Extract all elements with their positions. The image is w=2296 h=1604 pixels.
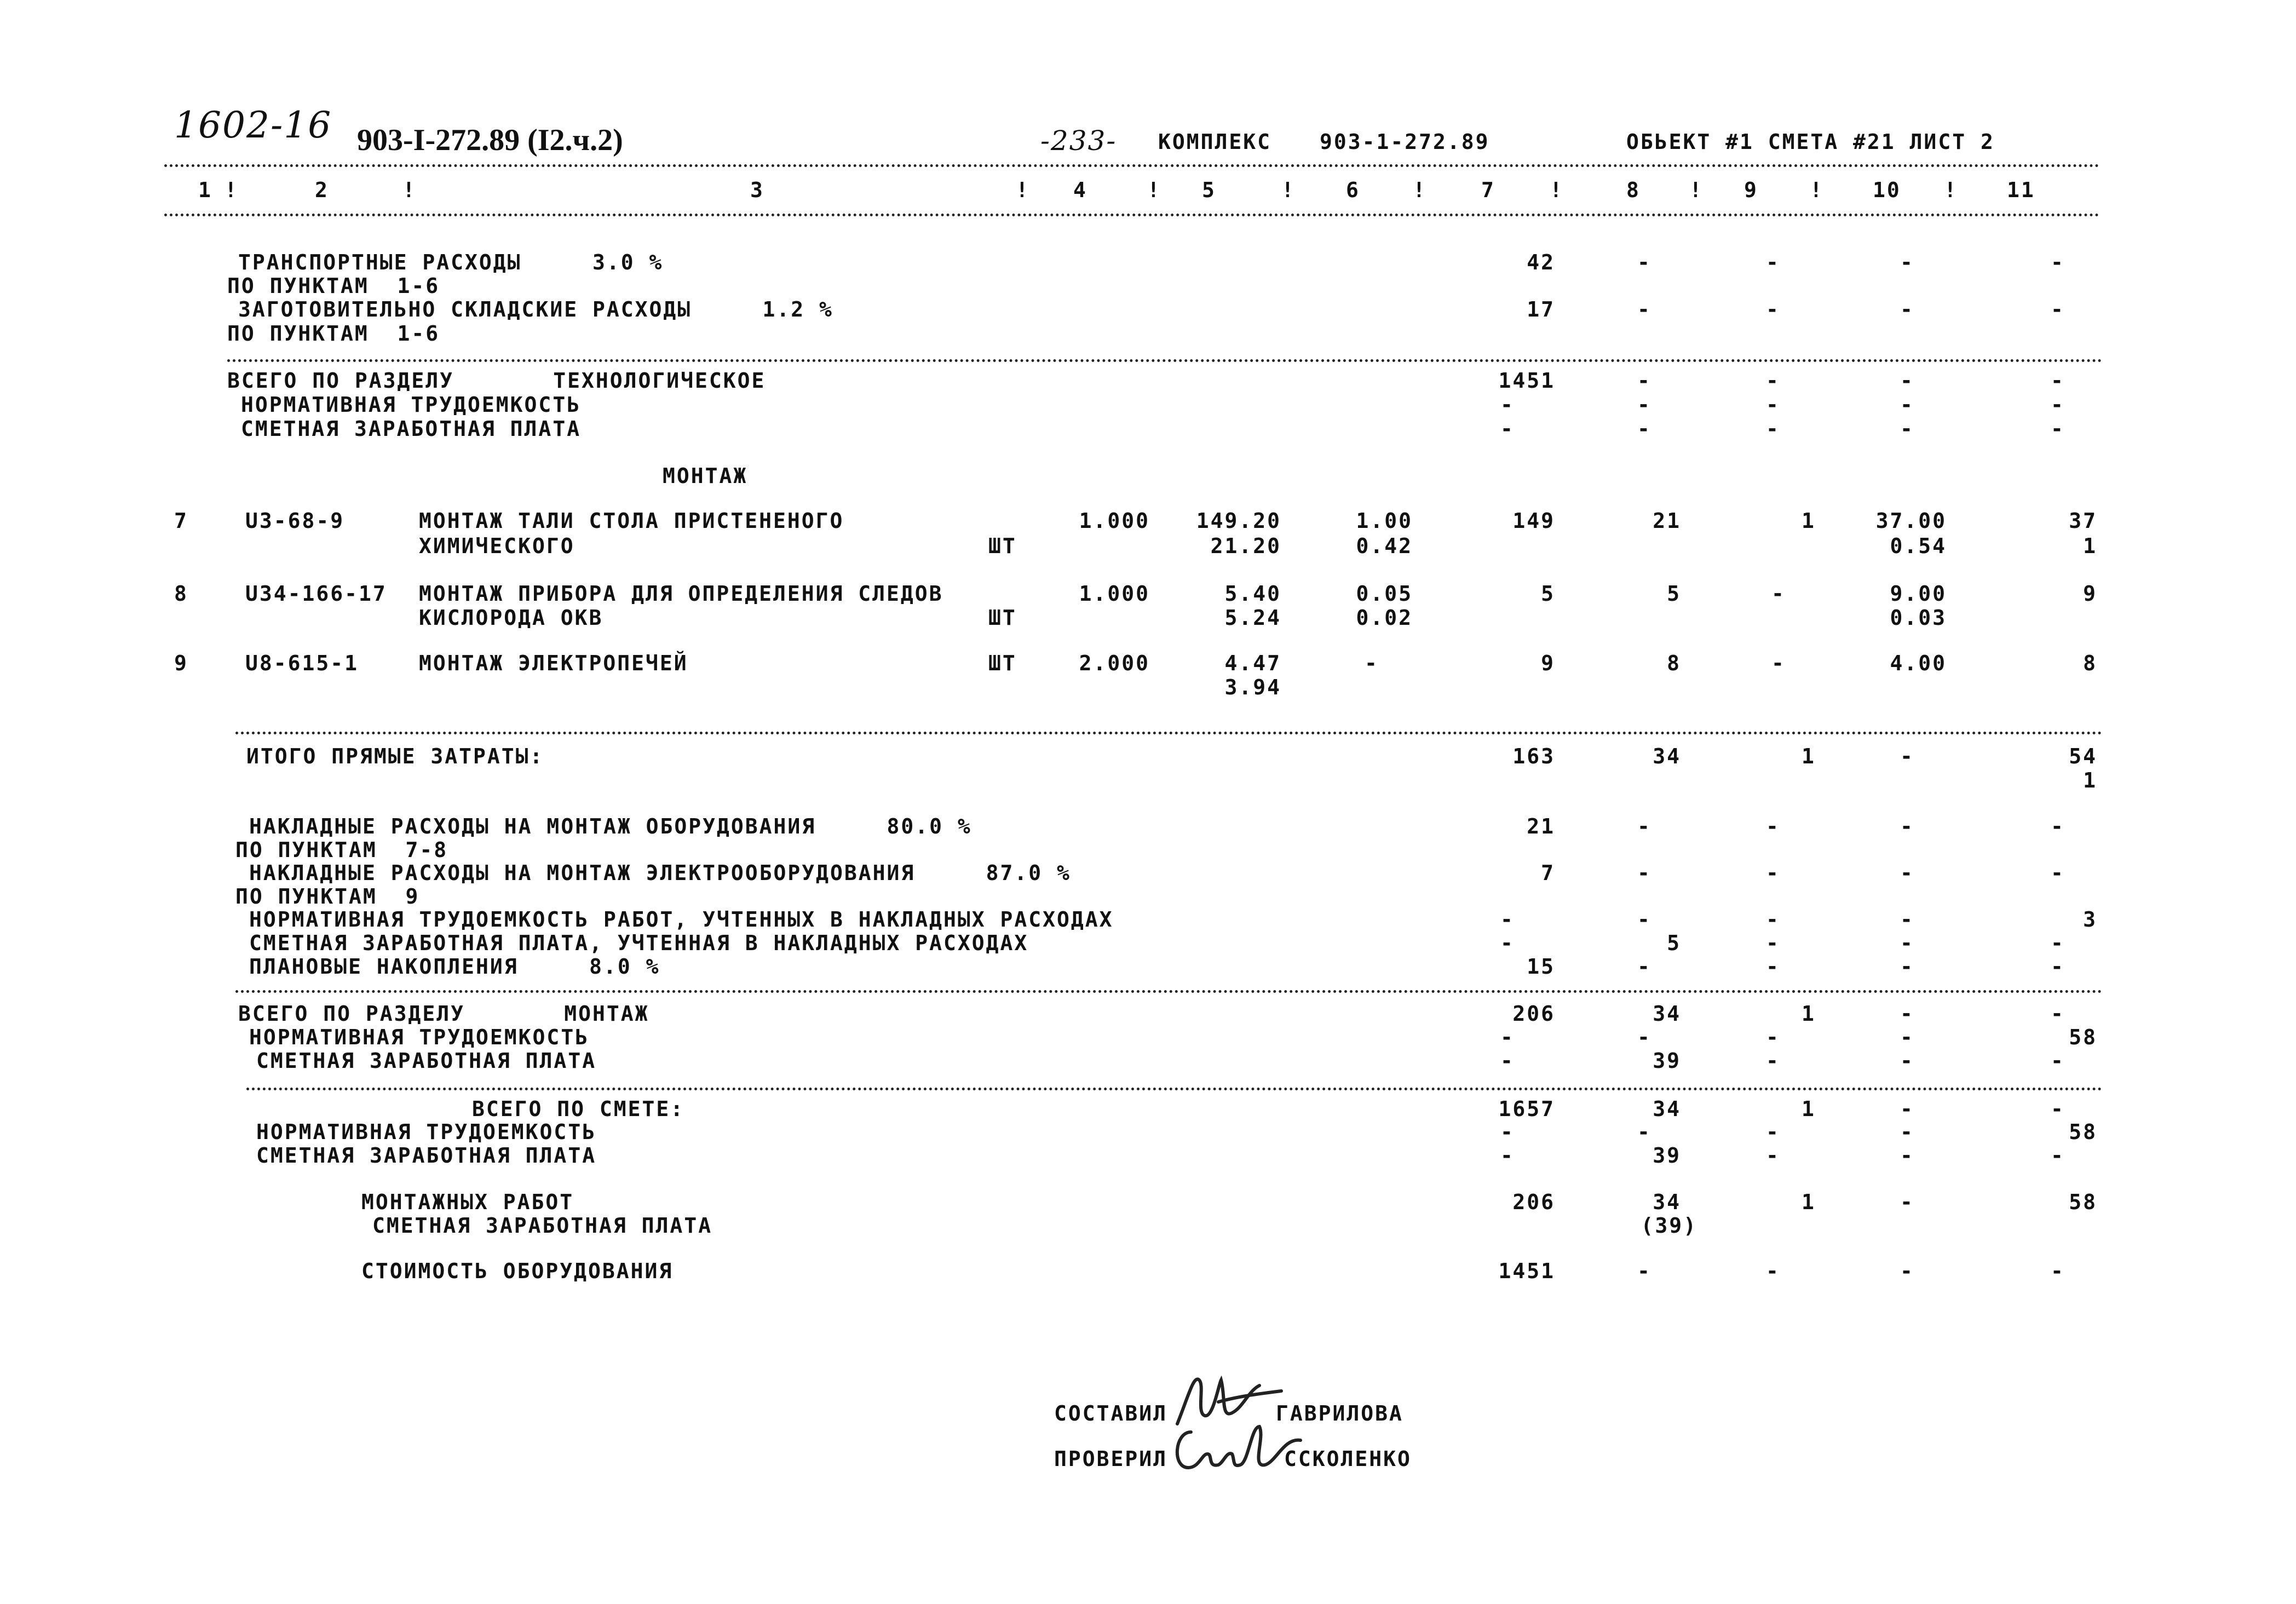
item-name: МОНТАЖ ЭЛЕКТРОПЕЧЕЙ (419, 651, 688, 675)
direct-costs-c9: 1 (1802, 744, 1816, 768)
dash: - (1500, 417, 1515, 441)
overhead-electrical-label: НАКЛАДНЫЕ РАСХОДЫ НА МОНТАЖ ЭЛЕКТРООБОРУДОВАНИЯ 87.0 % (249, 861, 1071, 885)
item-c7: 9 (1541, 651, 1555, 675)
dash: - (1900, 369, 1914, 393)
procurement-c11: - (2051, 297, 2065, 321)
total-estimate-c7: 1657 (1498, 1097, 1555, 1121)
planned-savings-c7: 15 (1527, 955, 1555, 979)
item-number: 9 (174, 651, 188, 675)
overhead-equipment-c7: 21 (1527, 814, 1555, 838)
item-code: U34-166-17 (245, 582, 387, 606)
procurement-c7: 17 (1527, 297, 1555, 321)
item-name-cont: ХИМИЧЕСКОГО (419, 534, 575, 558)
item-c9: - (1771, 582, 1786, 606)
transport-c11: - (2051, 250, 2065, 274)
dash: - (1637, 861, 1651, 885)
dash: - (1900, 1049, 1914, 1073)
dash: - (2051, 1259, 2065, 1283)
dash: - (2051, 931, 2065, 955)
dash: - (1500, 931, 1515, 955)
total-mount-c8: 34 (1653, 1002, 1681, 1026)
item-c11: 9 (2083, 582, 2097, 606)
procurement-c8: - (1637, 297, 1651, 321)
dash: - (2051, 1097, 2065, 1121)
total-mount-c7: 206 (1512, 1002, 1555, 1026)
item-c10-2: 0.54 (1890, 534, 1947, 558)
column-header-11: 11 (2007, 178, 2035, 202)
item-c7: 5 (1541, 582, 1555, 606)
item-labor-2: 0.02 (1356, 606, 1413, 630)
overhead-equipment-items: ПО ПУНКТАМ 7-8 (235, 838, 448, 862)
section-title: МОНТАЖ (663, 464, 748, 488)
mount-works-c8-wage: (39) (1641, 1214, 1697, 1238)
overhead-equipment-label: НАКЛАДНЫЕ РАСХОДЫ НА МОНТАЖ ОБОРУДОВАНИЯ 80.0 % (249, 814, 972, 838)
item-price-total: 4.47 (1224, 651, 1281, 675)
overhead-electrical-c7: 7 (1541, 861, 1555, 885)
object-info: ОБЬЕКТ #1 СМЕТА #21 ЛИСТ 2 (1626, 130, 1995, 154)
dash: - (1500, 1143, 1515, 1168)
mount-works-c9: 1 (1802, 1190, 1816, 1214)
total-mount-label: ВСЕГО ПО РАЗДЕЛУ МОНТАЖ (238, 1002, 649, 1026)
item-quantity: 2.000 (1079, 651, 1150, 675)
header-separator-bottom (164, 214, 2100, 216)
column-divider: ! (1147, 178, 1161, 202)
dash: - (1766, 1049, 1780, 1073)
item-c9: 1 (1802, 509, 1816, 533)
transport-c9: - (1766, 250, 1780, 274)
total-estimate-norm-label: НОРМАТИВНАЯ ТРУДОЕМКОСТЬ (256, 1120, 597, 1144)
transport-costs-items: ПО ПУНКТАМ 1-6 (227, 274, 440, 298)
section-separator (235, 732, 2103, 734)
dash: - (1500, 1049, 1515, 1073)
wage-overhead-label: СМЕТНАЯ ЗАРАБОТНАЯ ПЛАТА, УЧТЕННАЯ В НАКЛАДНЫХ РАСХОДАХ (249, 931, 1029, 955)
dash: - (1766, 369, 1780, 393)
dash: - (1766, 393, 1780, 417)
dash: - (2051, 1049, 2065, 1073)
compiled-by-name: ГАВРИЛОВА (1276, 1401, 1403, 1425)
total-mount-c8-wage: 39 (1653, 1049, 1681, 1073)
column-divider: ! (1281, 178, 1296, 202)
dash: - (1637, 955, 1651, 979)
dash: - (2051, 955, 2065, 979)
item-quantity: 1.000 (1079, 582, 1150, 606)
dash: - (1766, 861, 1780, 885)
item-price-wage: 5.24 (1224, 606, 1281, 630)
total-estimate-c11-norm: 58 (2069, 1120, 2097, 1144)
dash: - (1900, 1002, 1914, 1026)
item-c7: 149 (1512, 509, 1555, 533)
column-divider: ! (402, 178, 417, 202)
item-unit: ШТ (988, 534, 1017, 558)
dash: - (1637, 393, 1651, 417)
mount-works-c7: 206 (1512, 1190, 1555, 1214)
checked-by-name: ССКОЛЕНКО (1284, 1447, 1412, 1471)
direct-costs-c7: 163 (1512, 744, 1555, 768)
column-header-4: 4 (1073, 178, 1087, 202)
column-divider: ! (225, 178, 239, 202)
dash: - (1900, 814, 1914, 838)
item-number: 7 (174, 509, 188, 533)
direct-costs-label: ИТОГО ПРЯМЫЕ ЗАТРАТЫ: (246, 744, 544, 768)
dash: - (1900, 861, 1914, 885)
wage-overhead-c8: 5 (1667, 931, 1681, 955)
mount-works-wage-label: СМЕТНАЯ ЗАРАБОТНАЯ ПЛАТА (372, 1214, 713, 1238)
item-price-wage: 3.94 (1224, 675, 1281, 699)
dash: - (2051, 1143, 2065, 1168)
dash: - (1900, 417, 1914, 441)
direct-costs-c11-2: 1 (2083, 768, 2097, 792)
total-estimate-c8-wage: 39 (1653, 1143, 1681, 1168)
dash: - (1766, 814, 1780, 838)
item-c8: 5 (1667, 582, 1681, 606)
column-header-2: 2 (315, 178, 329, 202)
dash: - (1900, 1025, 1914, 1049)
equipment-cost-c7: 1451 (1498, 1259, 1555, 1283)
document-code: 903-I-272.89 (I2.ч.2) (357, 123, 623, 157)
dash: - (1500, 907, 1515, 932)
dash: - (1900, 1259, 1914, 1283)
section-separator (227, 359, 2103, 362)
item-c11: 37 (2069, 509, 2097, 533)
item-c11: 8 (2083, 651, 2097, 675)
overhead-electrical-items: ПО ПУНКТАМ 9 (235, 884, 420, 909)
item-labor-2: 0.42 (1356, 534, 1413, 558)
item-code: U3-68-9 (245, 509, 345, 533)
item-c8: 8 (1667, 651, 1681, 675)
column-header-1: 1 (198, 178, 212, 202)
item-unit: ШТ (988, 651, 1017, 675)
item-unit: ШТ (988, 606, 1017, 630)
dash: - (1766, 955, 1780, 979)
mount-works-c11: 58 (2069, 1190, 2097, 1214)
direct-costs-c8: 34 (1653, 744, 1681, 768)
procurement-c10: - (1900, 297, 1914, 321)
item-number: 8 (174, 582, 188, 606)
equipment-cost-label: СТОИМОСТЬ ОБОРУДОВАНИЯ (361, 1259, 674, 1283)
item-price-total: 5.40 (1224, 582, 1281, 606)
dash: - (1900, 393, 1914, 417)
dash: - (1637, 417, 1651, 441)
dash: - (2051, 369, 2065, 393)
dash: - (1637, 369, 1651, 393)
dash: - (1766, 417, 1780, 441)
item-labor: 0.05 (1356, 582, 1413, 606)
item-code: U8-615-1 (245, 651, 359, 675)
item-c10: 4.00 (1890, 651, 1947, 675)
dash: - (1900, 907, 1914, 932)
column-header-6: 6 (1346, 178, 1360, 202)
item-labor: - (1365, 651, 1379, 675)
column-divider: ! (1550, 178, 1564, 202)
item-name: МОНТАЖ ТАЛИ СТОЛА ПРИСТЕНЕНОГО (419, 509, 844, 533)
compiled-by-label: СОСТАВИЛ (1054, 1401, 1168, 1425)
norm-overhead-c11: 3 (2083, 907, 2097, 932)
column-divider: ! (1413, 178, 1427, 202)
transport-costs-label: ТРАНСПОРТНЫЕ РАСХОДЫ 3.0 % (238, 250, 664, 274)
dash: - (1900, 955, 1914, 979)
dash: - (1637, 1259, 1651, 1283)
item-quantity: 1.000 (1079, 509, 1150, 533)
norm-overhead-label: НОРМАТИВНАЯ ТРУДОЕМКОСТЬ РАБОТ, УЧТЕННЫХ В НАКЛАДНЫХ РАСХОДАХ (249, 907, 1114, 932)
transport-c8: - (1637, 250, 1651, 274)
handwritten-number: 1602-16 (174, 104, 332, 146)
checked-by-label: ПРОВЕРИЛ (1054, 1447, 1168, 1471)
item-c10-2: 0.03 (1890, 606, 1947, 630)
column-divider: ! (1016, 178, 1030, 202)
dash: - (1900, 1143, 1914, 1168)
dash: - (1766, 1259, 1780, 1283)
dash: - (1766, 931, 1780, 955)
item-name: МОНТАЖ ПРИБОРА ДЛЯ ОПРЕДЕЛЕНИЯ СЛЕДОВ (419, 582, 943, 606)
item-c8: 21 (1653, 509, 1681, 533)
item-c10: 9.00 (1890, 582, 1947, 606)
column-divider: ! (1944, 178, 1958, 202)
total-estimate-label: ВСЕГО ПО СМЕТЕ: (472, 1097, 685, 1121)
column-header-7: 7 (1481, 178, 1495, 202)
total-estimate-c8: 34 (1653, 1097, 1681, 1121)
item-labor: 1.00 (1356, 509, 1413, 533)
dash: - (1900, 931, 1914, 955)
procurement-c9: - (1766, 297, 1780, 321)
page-number: -233- (1040, 125, 1117, 157)
section-separator (235, 990, 2103, 993)
column-header-10: 10 (1873, 178, 1901, 202)
dash: - (1637, 1120, 1651, 1144)
complex-code: 903-1-272.89 (1320, 130, 1490, 154)
column-header-9: 9 (1744, 178, 1758, 202)
total-mount-c9: 1 (1802, 1002, 1816, 1026)
dash: - (1500, 393, 1515, 417)
dash: - (1766, 1025, 1780, 1049)
item-c9: - (1771, 651, 1786, 675)
item-price-wage: 21.20 (1210, 534, 1281, 558)
dash: - (2051, 861, 2065, 885)
column-divider: ! (1810, 178, 1824, 202)
section-separator (246, 1088, 2103, 1090)
dash: - (1637, 907, 1651, 932)
column-header-5: 5 (1202, 178, 1216, 202)
dash: - (1766, 1120, 1780, 1144)
total-estimate-c9: 1 (1802, 1097, 1816, 1121)
total-mount-c11-norm: 58 (2069, 1025, 2097, 1049)
dash: - (1500, 1025, 1515, 1049)
direct-costs-c11: 54 (2069, 744, 2097, 768)
item-name-cont: КИСЛОРОДА ОКВ (419, 606, 603, 630)
dash: - (1637, 1025, 1651, 1049)
item-c11-2: 1 (2083, 534, 2097, 558)
total-tech-label: ВСЕГО ПО РАЗДЕЛУ ТЕХНОЛОГИЧЕСКОЕ (227, 369, 766, 393)
procurement-costs-label: ЗАГОТОВИТЕЛЬНО СКЛАДСКИЕ РАСХОДЫ 1.2 % (238, 297, 833, 321)
dash: - (1637, 814, 1651, 838)
dash: - (1500, 1120, 1515, 1144)
item-price-total: 149.20 (1196, 509, 1281, 533)
transport-c7: 42 (1527, 250, 1555, 274)
column-header-8: 8 (1626, 178, 1641, 202)
column-header-3: 3 (750, 178, 764, 202)
total-tech-c7: 1451 (1498, 369, 1555, 393)
dash: - (1900, 1097, 1914, 1121)
planned-savings-label: ПЛАНОВЫЕ НАКОПЛЕНИЯ 8.0 % (249, 955, 660, 979)
total-estimate-wage-label: СМЕТНАЯ ЗАРАБОТНАЯ ПЛАТА (256, 1143, 597, 1168)
dash: - (1900, 1120, 1914, 1144)
direct-costs-c10: - (1900, 744, 1914, 768)
dash: - (2051, 1002, 2065, 1026)
mount-works-c8: 34 (1653, 1190, 1681, 1214)
dash: - (2051, 417, 2065, 441)
dash: - (1766, 1143, 1780, 1168)
header-separator-top (164, 164, 2100, 167)
total-mount-norm-label: НОРМАТИВНАЯ ТРУДОЕМКОСТЬ (249, 1025, 590, 1049)
procurement-costs-items: ПО ПУНКТАМ 1-6 (227, 321, 440, 346)
total-mount-wage-label: СМЕТНАЯ ЗАРАБОТНАЯ ПЛАТА (256, 1049, 597, 1073)
dash: - (1766, 907, 1780, 932)
complex-label: КОМПЛЕКС (1158, 130, 1272, 154)
dash: - (2051, 814, 2065, 838)
column-divider: ! (1689, 178, 1704, 202)
dash: - (2051, 393, 2065, 417)
item-c10: 37.00 (1875, 509, 1947, 533)
mount-works-c10: - (1900, 1190, 1914, 1214)
total-tech-wage-label: СМЕТНАЯ ЗАРАБОТНАЯ ПЛАТА (241, 417, 582, 441)
mount-works-label: МОНТАЖНЫХ РАБОТ (361, 1190, 574, 1214)
transport-c10: - (1900, 250, 1914, 274)
total-tech-norm-label: НОРМАТИВНАЯ ТРУДОЕМКОСТЬ (241, 393, 582, 417)
